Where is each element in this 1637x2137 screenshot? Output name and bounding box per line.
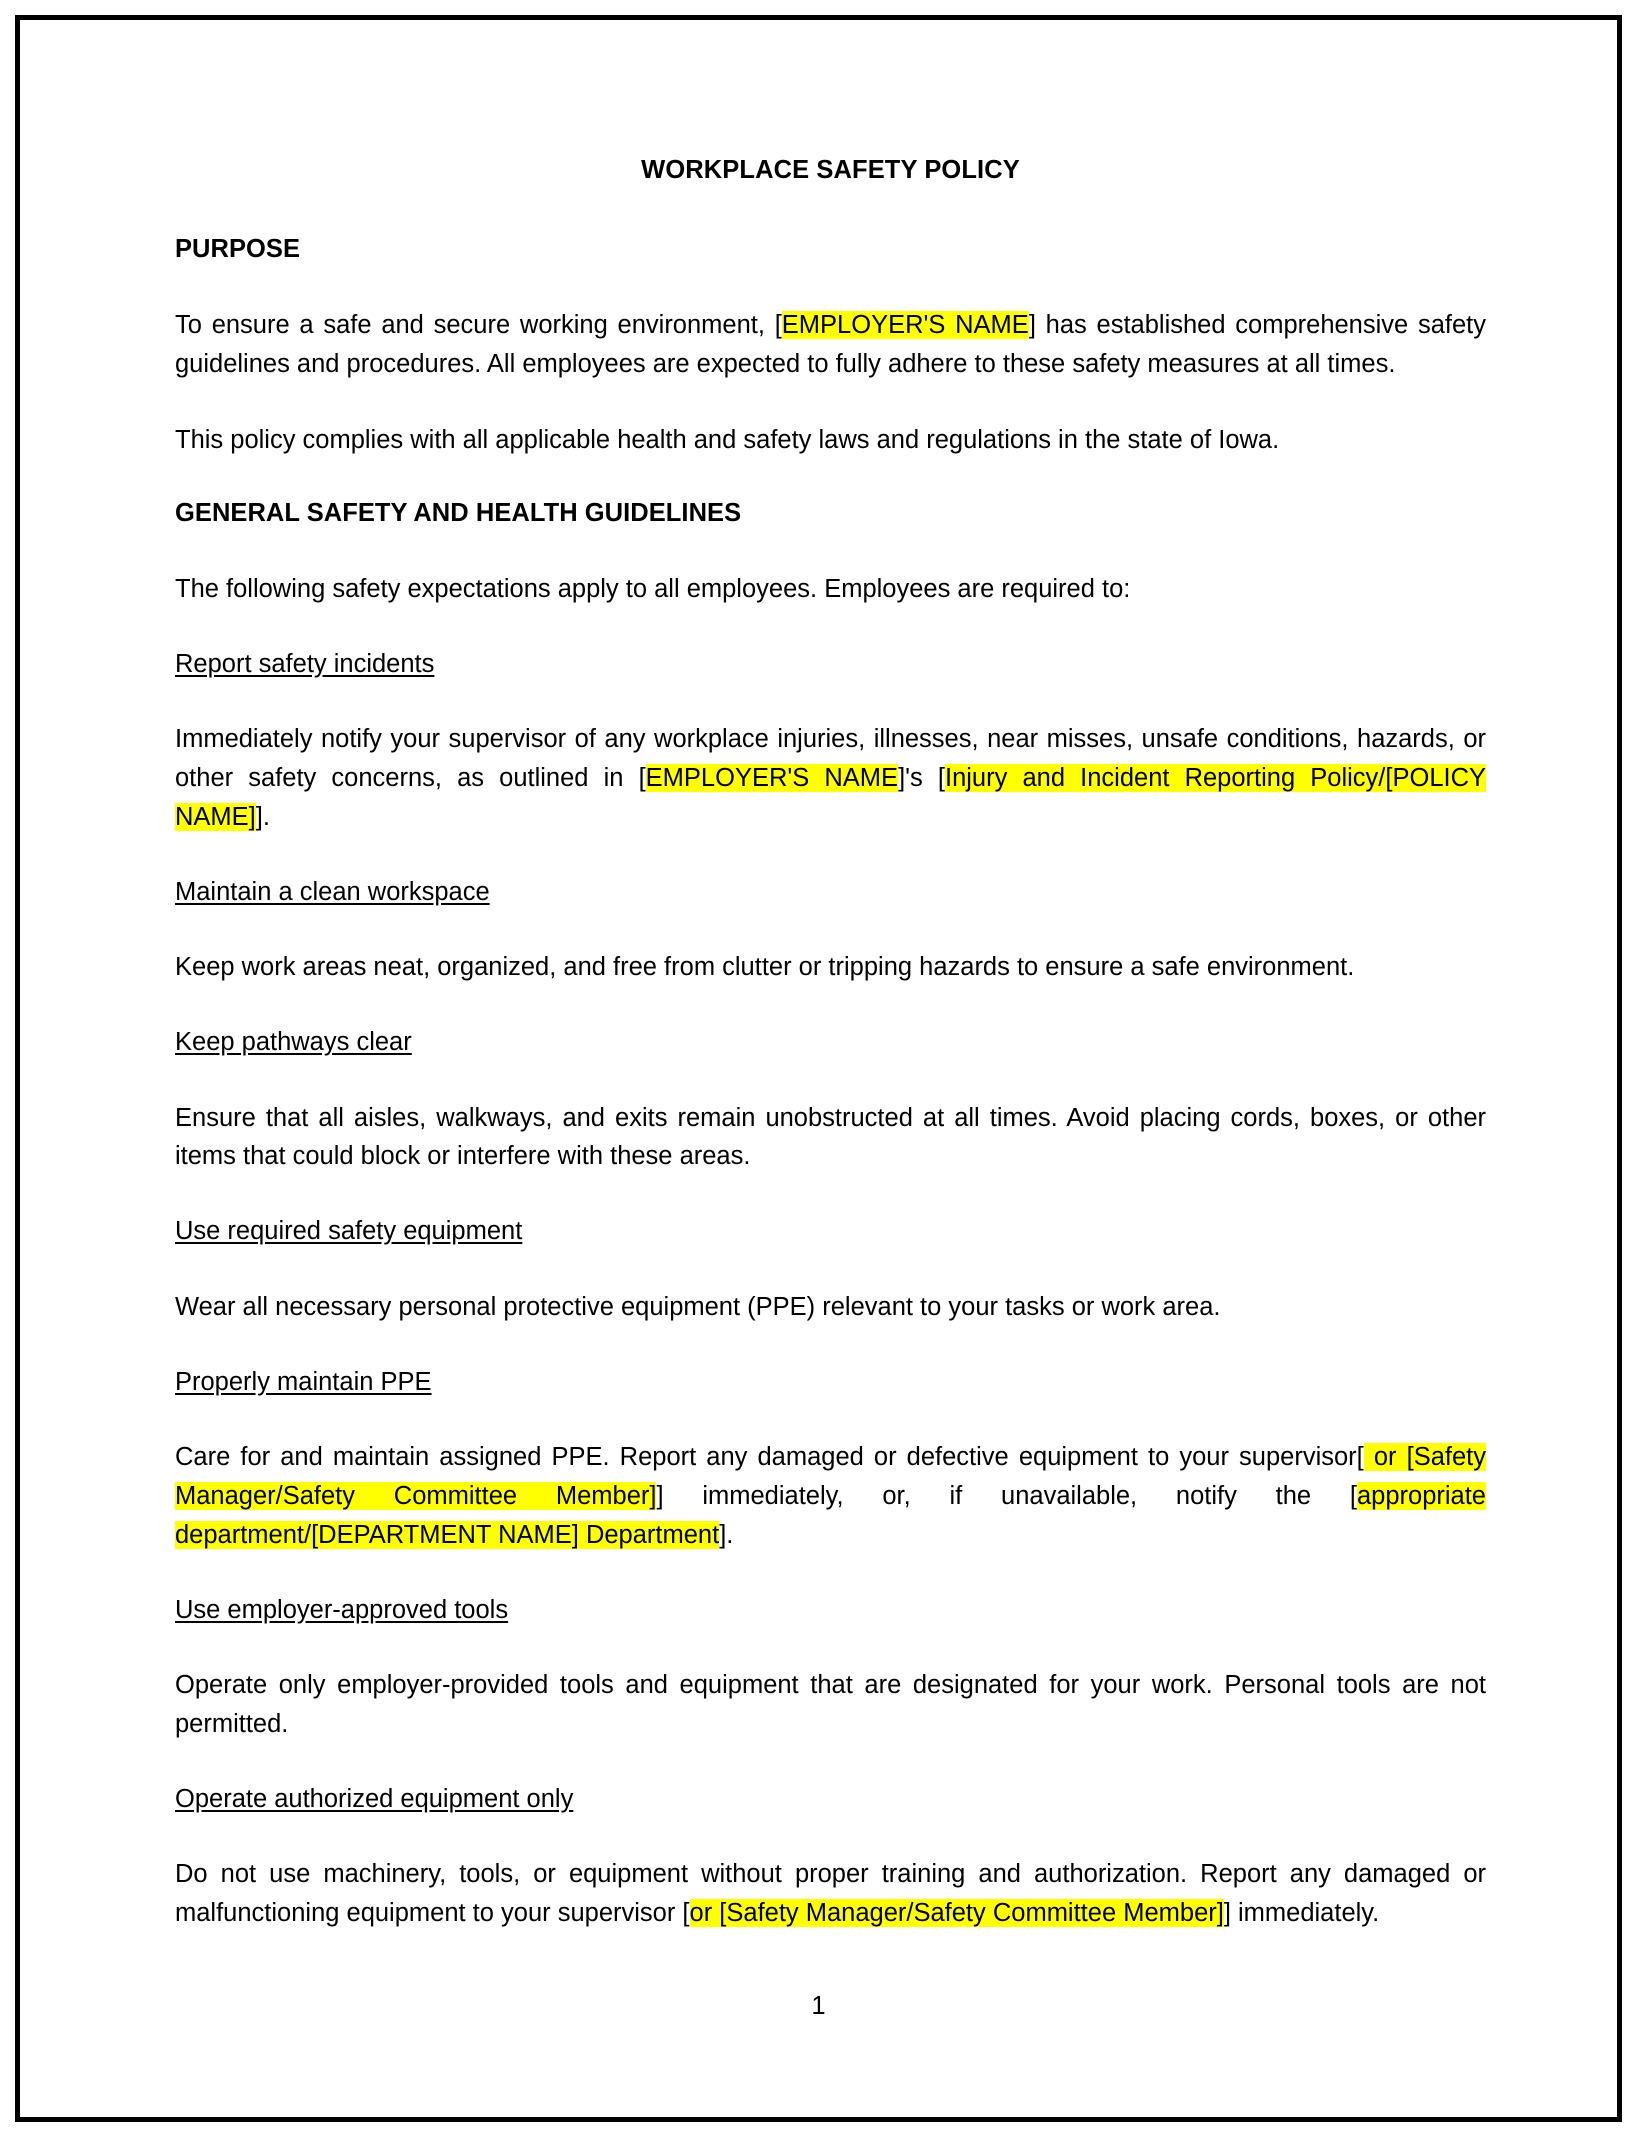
purpose-paragraph-2: This policy complies with all applicable health and safety laws and regulations in the state of Iowa. bbox=[175, 426, 1280, 455]
placeholder-safety-manager-highlight-2: or [Safety Manager/Safety Committee Member] bbox=[689, 1899, 1224, 1928]
keep-pathways-clear-body: Ensure that all aisles, walkways, and exits remain unobstructed at all times. Avoid placing cords, boxes, or other items that could block or interfere with these areas. bbox=[175, 1103, 1486, 1171]
subheading-keep-pathways-clear-label: Keep pathways clear bbox=[175, 1028, 412, 1056]
subheading-properly-maintain-ppe bbox=[175, 1365, 1486, 1401]
report-safety-incidents-body bbox=[175, 720, 1486, 836]
document-content bbox=[175, 155, 1486, 1971]
subheading-use-required-safety-equipment-label: Use required safety equipment bbox=[175, 1217, 523, 1246]
maintain-ppe-text-1: Care for and maintain assigned PPE. Report any damaged or defective equipment to your supervisor[ bbox=[175, 1443, 1364, 1472]
subheading-maintain-clean-workspace bbox=[175, 875, 1486, 911]
purpose-paragraph-1 bbox=[175, 306, 1486, 384]
authorized-equipment-text-1: Do not use machinery, tools, or equipment without proper training and authorization. Report any damaged or malfunctioning equipment to your supervisor [ bbox=[175, 1860, 1486, 1928]
maintain-ppe-text-2: ] immediately, or, if unavailable, notify the [ bbox=[656, 1482, 1357, 1511]
subheading-operate-authorized-equipment-only-label: Operate authorized equipment only bbox=[175, 1784, 574, 1813]
subheading-maintain-clean-workspace-label: Maintain a clean workspace bbox=[175, 877, 490, 906]
report-incidents-text-3: ]. bbox=[255, 802, 270, 831]
maintain-clean-workspace-body: Keep work areas neat, organized, and free from clutter or tripping hazards to ensure a safe environment. bbox=[175, 953, 1355, 982]
section-heading-purpose: PURPOSE bbox=[175, 234, 301, 263]
section-heading-general-safety: GENERAL SAFETY AND HEALTH GUIDELINES bbox=[175, 499, 742, 527]
report-incidents-text-2: ]'s [ bbox=[898, 764, 945, 793]
subheading-use-employer-approved-tools-label: Use employer-approved tools bbox=[175, 1595, 509, 1624]
purpose-paragraph-1-text-before: To ensure a safe and secure working environment, [ bbox=[175, 310, 782, 339]
subheading-keep-pathways-clear bbox=[175, 1025, 1486, 1061]
properly-maintain-ppe-body bbox=[175, 1438, 1486, 1554]
subheading-operate-authorized-equipment-only bbox=[175, 1782, 1486, 1818]
subheading-use-required-safety-equipment bbox=[175, 1214, 1486, 1250]
placeholder-department-name-highlight: appropriate department/[DEPARTMENT NAME] Department bbox=[175, 1482, 1486, 1549]
subheading-report-safety-incidents bbox=[175, 647, 1486, 683]
placeholder-employers-name-highlight: EMPLOYER'S NAME bbox=[781, 310, 1029, 339]
use-employer-approved-tools-body: Operate only employer-provided tools and equipment that are designated for your work. Personal tools are not permitted. bbox=[175, 1671, 1486, 1738]
subheading-report-safety-incidents-label: Report safety incidents bbox=[175, 649, 435, 678]
authorized-equipment-text-2: ] immediately. bbox=[1223, 1899, 1380, 1928]
subheading-properly-maintain-ppe-label: Properly maintain PPE bbox=[175, 1367, 432, 1396]
report-incidents-text-1: Immediately notify your supervisor of any workplace injuries, illnesses, near misses, unsafe conditions, hazards, or other safety concerns, as outlined in [ bbox=[175, 725, 1486, 793]
purpose-paragraph-1-text-after: ] has established comprehensive safety guidelines and procedures. All employees are expected to fully adhere to these safety measures at all times. bbox=[175, 310, 1487, 378]
general-intro-paragraph: The following safety expectations apply to all employees. Employees are required to: bbox=[175, 574, 1131, 603]
maintain-ppe-text-3: ]. bbox=[719, 1520, 734, 1549]
use-required-safety-equipment-body: Wear all necessary personal protective equipment (PPE) relevant to your tasks or work area. bbox=[175, 1292, 1221, 1321]
document-title: WORKPLACE SAFETY POLICY bbox=[641, 156, 1020, 184]
footer-page-number: 1 bbox=[811, 1992, 826, 2020]
placeholder-safety-manager-highlight: or [Safety Manager/Safety Committee Member] bbox=[175, 1443, 1486, 1511]
operate-authorized-equipment-body bbox=[175, 1855, 1486, 1933]
placeholder-employers-name-highlight-2: EMPLOYER'S NAME bbox=[645, 764, 899, 793]
placeholder-injury-incident-reporting-policy-highlight: Injury and Incident Reporting Policy/[POLICY NAME] bbox=[175, 764, 1487, 831]
subheading-use-employer-approved-tools bbox=[175, 1593, 1486, 1629]
page-border bbox=[15, 15, 1622, 2122]
